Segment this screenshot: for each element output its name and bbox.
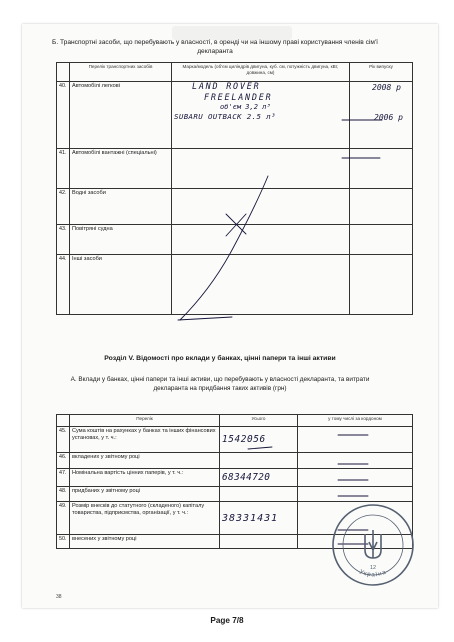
row-label: Автомобілі вантажні (спеціальні): [70, 149, 172, 189]
row-number: 42.: [57, 189, 70, 225]
row-number: 40.: [57, 82, 70, 149]
assets-header-row: [57, 415, 413, 427]
row-number: 49.: [57, 502, 70, 535]
strike-tail-line: [178, 317, 232, 320]
header-abroad: у тому числі за кордоном: [298, 415, 413, 427]
trident-emblem-icon: [365, 530, 381, 558]
row-total-value: [220, 453, 298, 469]
handwritten-year: 2008 р: [372, 83, 401, 92]
row-total-value: 68344720: [220, 469, 298, 487]
row-label: Повітряні судна: [70, 225, 172, 255]
row-number: 46.: [57, 453, 70, 469]
row-label: Автомобілі легкові: [70, 82, 172, 149]
header-list: Перелік: [70, 415, 220, 427]
row-label: Інші засоби: [70, 255, 172, 315]
official-stamp: [330, 502, 416, 588]
row-number: 50.: [57, 535, 70, 549]
table-row: [57, 469, 413, 487]
row-number: 41.: [57, 149, 70, 189]
table-row: [57, 487, 413, 502]
stamp-text: Україна: [358, 568, 388, 579]
header-vehicle-list: Перелік транспортних засобів: [70, 63, 172, 82]
section-b-title: Б. Транспортні засоби, що перебувають у власності, в оренді чи на іншому праві користування членів сім'ї декларанта: [52, 39, 378, 55]
year-dash-lines: [342, 120, 382, 158]
row-label: Номінальна вартість цінних паперів, у т. ч.:: [70, 469, 220, 487]
row-number: 43.: [57, 225, 70, 255]
table-row: [57, 427, 413, 453]
row-label: вкладених у звітному році: [70, 453, 220, 469]
table-row: [57, 453, 413, 469]
section-v-title: Розділ V. Відомості про вклади у банках, цінні папери та інші активи: [104, 355, 336, 362]
row-number: 45.: [57, 427, 70, 453]
header-year: Рік випуску: [350, 63, 413, 82]
handwritten-line: SUBARU OUTBACK 2.5 л³: [174, 112, 276, 121]
cross-mark: [226, 214, 246, 236]
row-label: придбаних у звітному році: [70, 487, 220, 502]
section-v-subtitle: А. Вклади у банках, цінні папери та інші активи, що перебувають у власності декларанта, та витрати декларанта на придбання таких активів (грн): [70, 376, 370, 392]
row-label: Сума коштів на рахунках у банках та інших фінансових установах, у т. ч.:: [70, 427, 220, 453]
header-total: Усього: [220, 415, 298, 427]
handwritten-line: LAND ROVER: [192, 81, 261, 91]
row-total-value: 38331431: [220, 502, 298, 535]
small-page-number: 38: [56, 594, 62, 600]
handwritten-year: 2006 р: [374, 113, 403, 122]
handwritten-line: об'єм 3,2 л³: [220, 103, 271, 111]
row-total-value: [220, 535, 298, 549]
row-number: 47.: [57, 469, 70, 487]
header-brand-model: Марка/модель (об'єм циліндрів двигуна, куб. см, потужність двигуна, кВт, довжина, см): [172, 63, 350, 82]
row-number: 48.: [57, 487, 70, 502]
row-total-value: 1542056: [220, 427, 298, 453]
handwritten-line: FREELANDER: [204, 92, 273, 102]
row-label: внесених у звітному році: [70, 535, 220, 549]
page-footer: Page 7/8: [210, 616, 244, 625]
stamp-number: 12: [370, 565, 376, 571]
row-label: Водні засоби: [70, 189, 172, 225]
row-number: 44.: [57, 255, 70, 315]
row-label: Розмір внесків до статутного (складеного) капіталу товариства, підприємства, організації, у т. ч.:: [70, 502, 220, 535]
diagonal-strike-line: [180, 176, 268, 320]
row-total-value: [220, 487, 298, 502]
